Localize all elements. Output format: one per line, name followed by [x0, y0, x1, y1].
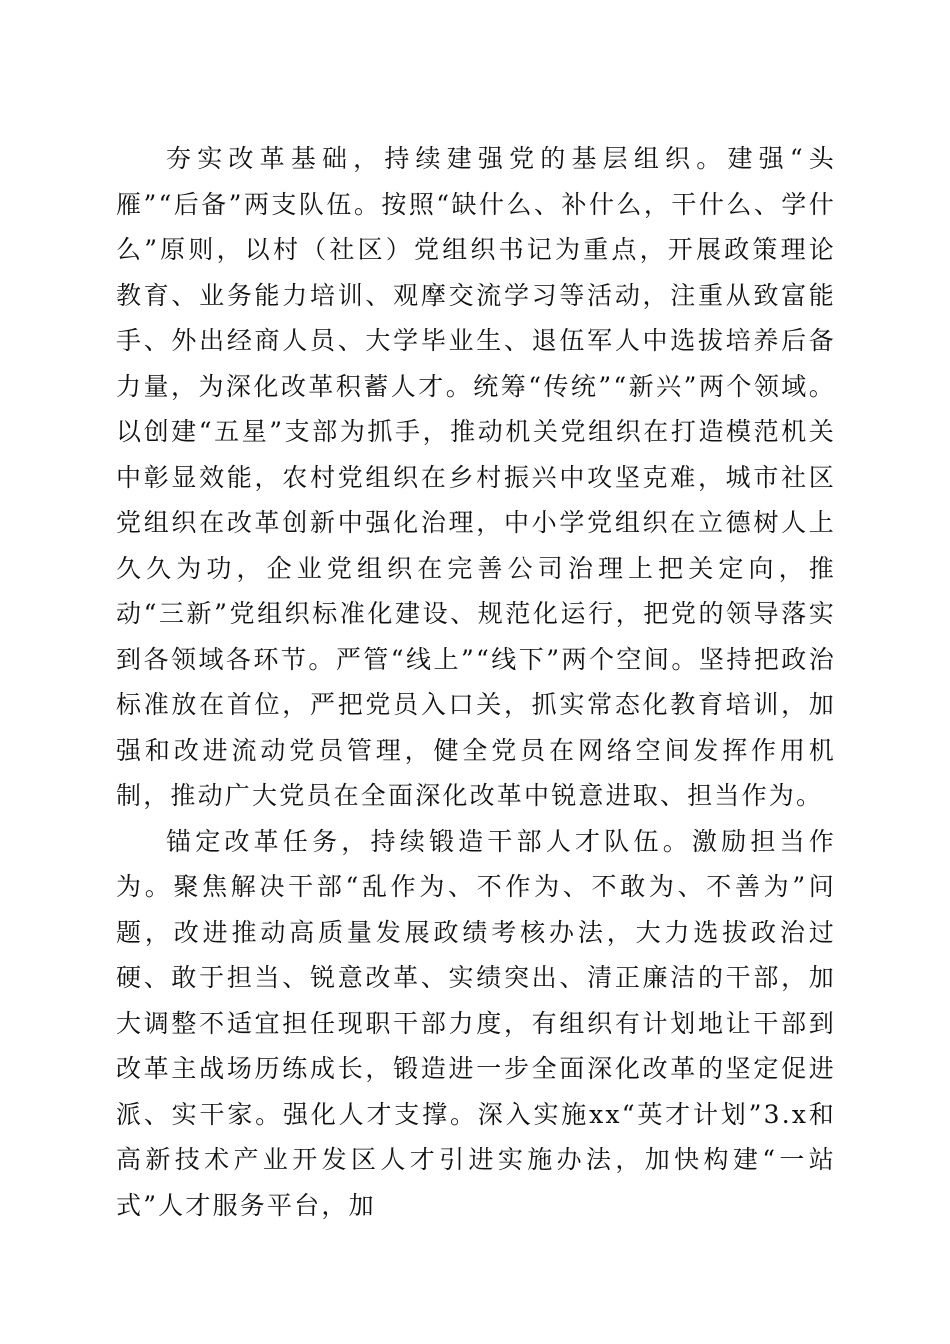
paragraph-cadre-talent-team: 锚定改革任务，持续锻造干部人才队伍。激励担当作为。聚焦解决干部“乱作为、不作为、不敢为、不善为”问题，改进推动高质量发展政绩考核办法，大力选拔政治过硬、敢于担当、锐意改革、实绩突出、清正廉洁的干部，加大调整不适宜担任现职干部力度，有组织有计划地让干部到改革主战场历练成长，锻造进一步全面深化改革的坚定促进派、实干家。强化人才支撑。深入实施xx“英才计划”3.x和高新技术产业开发区人才引进实施办法，加快构建“一站式”人才服务平台，加: [116, 826, 836, 1220]
document-body: [116, 136, 836, 1228]
paragraph-grassroots-organization: 夯实改革基础，持续建强党的基层组织。建强“头雁”“后备”两支队伍。按照“缺什么、补什么，干什么、学什么”原则，以村（社区）党组织书记为重点，开展政策理论教育、业务能力培训、观摩交流学习等活动，注重从致富能手、外出经商人员、大学毕业生、退伍军人中选拔培养后备力量，为深化改革积蓄人才。统筹“传统”“新兴”两个领域。以创建“五星”支部为抓手，推动机关党组织在打造模范机关中彰显效能，农村党组织在乡村振兴中攻坚克难，城市社区党组织在改革创新中强化治理，中小学党组织在立德树人上久久为功，企业党组织在完善公司治理上把关定向，推动“三新”党组织标准化建设、规范化运行，把党的领导落实到各领域各环节。严管“线上”“线下”两个空间。坚持把政治标准放在首位，严把党员入口关，抓实常态化教育培训，加强和改进流动党员管理，健全党员在网络空间发挥作用机制，推动广大党员在全面深化改革中锐意进取、担当作为。: [116, 144, 836, 810]
